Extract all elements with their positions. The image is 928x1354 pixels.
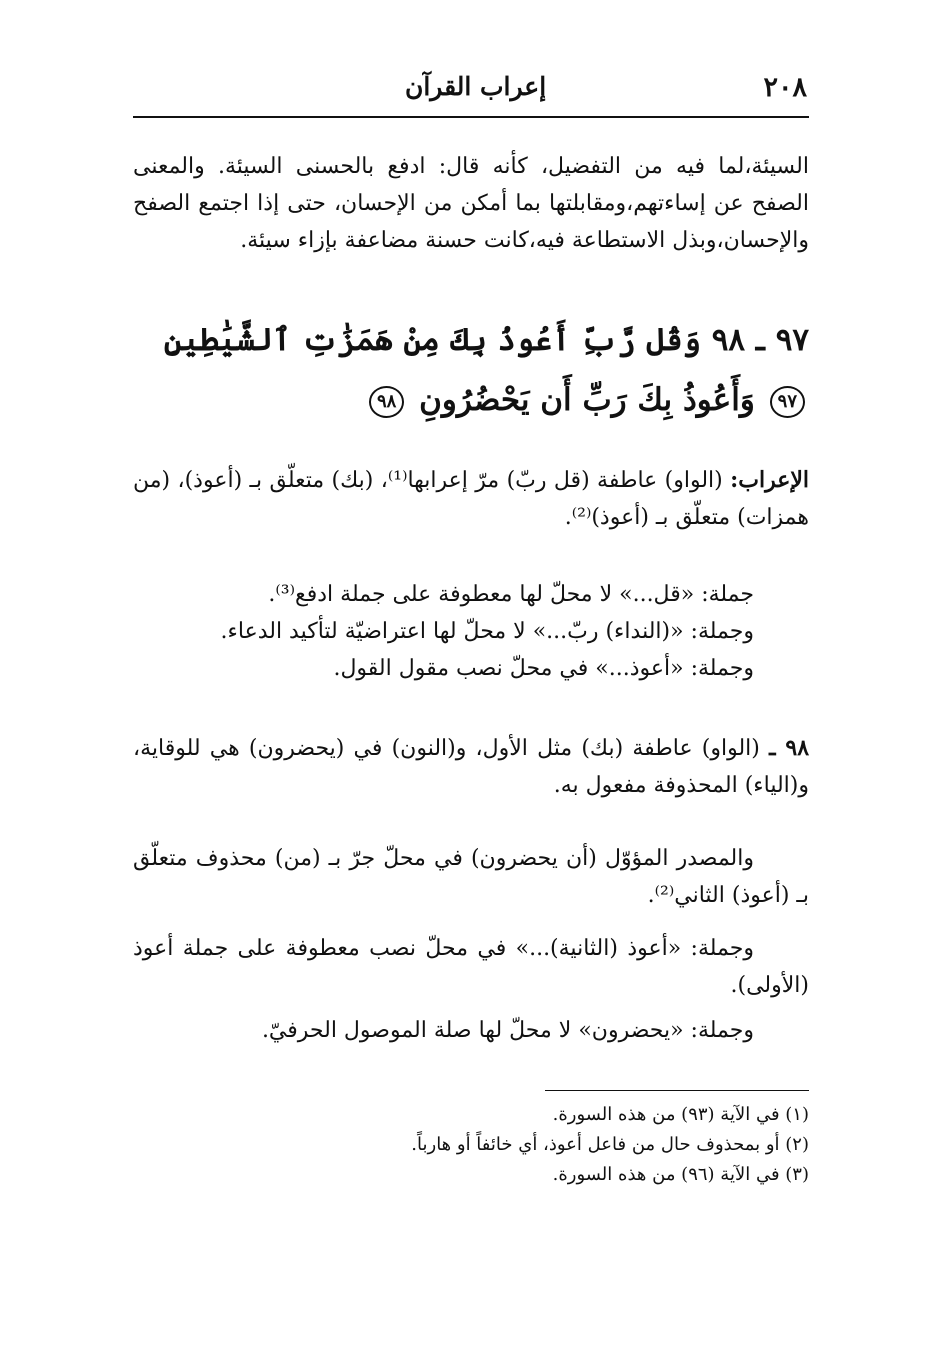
irab-text: (الواو) عاطفة (قل ربّ) مرّ إعرابها⁽¹⁾، (بك) متعلّق بـ (أعوذ)، (من همزات) متعلّق بـ (أعوذ)⁽²⁾. — [133, 468, 809, 530]
irab-label: الإعراب: — [730, 467, 809, 493]
page-header — [133, 70, 809, 118]
section-98-text: (الواو) عاطفة (بك) مثل الأول، و(النون) في (يحضرون) هي للوقاية، و(الياء) المحذوفة مفعول به. — [133, 736, 809, 798]
verse-text-a: وَقُل رَّبِّ أَعُوذُ بِكَ مِنْ هَمَزَٰتِ ٱلشَّيَٰطِينِ — [163, 322, 701, 358]
verse-numbers: ٩٧ ـ ٩٨ — [711, 322, 809, 358]
verse-text-b: وَأَعُوذُ بِكَ رَبِّ أَن يَحْضُرُونِ — [419, 382, 755, 418]
irab-paragraph — [133, 462, 809, 536]
ayah-end-marker: ٩٨ — [369, 386, 404, 418]
sentence-line: وجملة: «يحضرون» لا محلّ لها صلة الموصول الحرفيّ. — [261, 1018, 754, 1043]
footnote: (١) في الآية (٩٣) من هذه السورة. — [552, 1104, 809, 1125]
section-98 — [133, 730, 809, 804]
sentences-98 — [133, 930, 809, 1049]
sentence-line: جملة: «قل...» لا محلّ لها معطوفة على جملة ادفع⁽³⁾. — [268, 582, 754, 607]
footnote: (٣) في الآية (٩٦) من هذه السورة. — [552, 1164, 809, 1185]
masdar-paragraph: والمصدر المؤوّل (أن يحضرون) في محلّ جرّ بـ (من) محذوف متعلّق بـ (أعوذ) الثاني⁽²⁾. — [133, 846, 809, 908]
intro-paragraph: السيئة،لما فيه من التفضيل، كأنه قال: ادفع بالحسنى السيئة. والمعنى الصفح عن إساءتهم،ومقابلتها بما أمكن من الإحسان، حتى إذا اجتمع الصفح والإحسان،وبذل الاستطاعة فيه،كانت حسنة مضاعفة بإزاء سيئة. — [133, 154, 809, 253]
footnotes — [133, 1100, 809, 1190]
book-title: إعراب القرآن — [405, 72, 547, 101]
footnote: (٢) أو بمحذوف حال من فاعل أعوذ، أي خائفاً أو هارباً. — [411, 1134, 809, 1155]
footnote-divider — [545, 1090, 809, 1091]
sentence-line: وجملة: «أعوذ...» في محلّ نصب مقول القول. — [333, 656, 754, 681]
sentence-line: وجملة: «أعوذ (الثانية)...» في محلّ نصب معطوفة على جملة أعوذ (الأولى). — [133, 936, 809, 998]
ayah-end-marker: ٩٧ — [770, 386, 805, 418]
section-98-label: ٩٨ ـ — [769, 735, 810, 761]
sentence-line: وجملة: «(النداء) ربّ...» لا محلّ لها اعتراضيّة لتأكيد الدعاء. — [220, 619, 754, 644]
sentences-97 — [133, 576, 809, 687]
quran-verse — [133, 310, 809, 430]
page-number: ٢٠٨ — [763, 72, 807, 103]
